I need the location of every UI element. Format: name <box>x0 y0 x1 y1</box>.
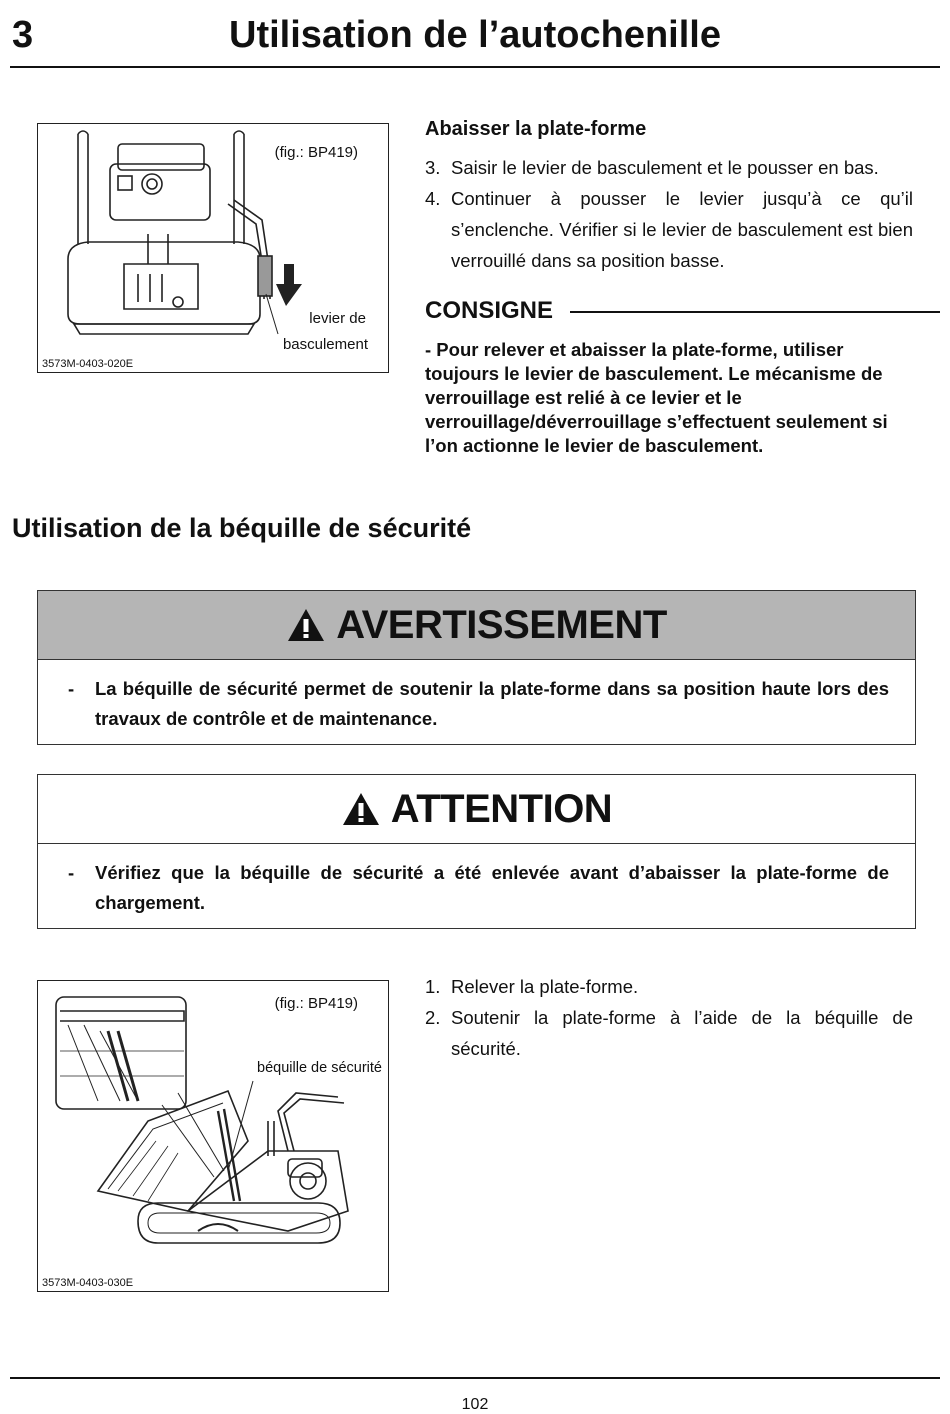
warning-body <box>38 660 915 742</box>
figure-label-line2: basculement <box>282 336 368 353</box>
figure-safety-prop <box>37 980 389 1292</box>
list-item: 2. Soutenir la plate-forme à l’aide de la béquille de sécurité. <box>425 1007 913 1059</box>
consigne-rule <box>570 311 940 313</box>
figure-label <box>238 306 368 358</box>
list-item: 4. Continuer à pousser le levier jusqu’à ce qu’il s’enclenche. Vérifier si le levier de basculement est bien verrouillé dans sa position basse. <box>425 188 913 271</box>
figure-ref: (fig.: BP419) <box>274 144 358 161</box>
warning-text: La béquille de sécurité permet de soutenir la plate-forme dans sa position haute lors des travaux de contrôle et de maintenance. <box>95 678 889 729</box>
header-rule <box>10 66 940 68</box>
chapter-number: 3 <box>12 14 34 56</box>
subheading-lower-platform: Abaisser la plate-forme <box>425 118 647 140</box>
bullet-dash: - <box>68 678 75 699</box>
list-item: 3. Saisir le levier de basculement et le pousser en bas. <box>425 157 879 178</box>
steps-safety-prop <box>425 971 913 1064</box>
warning-header <box>38 591 915 660</box>
caution-header <box>38 775 915 844</box>
list-item: 1. Relever la plate-forme. <box>425 976 639 997</box>
consigne-heading: CONSIGNE <box>425 297 554 324</box>
warning-title: AVERTISSEMENT <box>336 602 667 647</box>
caution-box <box>37 774 916 929</box>
warning-triangle-icon <box>341 791 381 827</box>
machine-side-illustration <box>38 981 388 1291</box>
bullet-dash: - <box>68 862 75 883</box>
figure-ref: (fig.: BP419) <box>274 995 358 1012</box>
warning-triangle-icon <box>286 607 326 643</box>
steps-lower-platform <box>425 152 913 276</box>
figure-label: béquille de sécurité <box>257 1060 382 1076</box>
chapter-title: Utilisation de l’autochenille <box>229 14 721 56</box>
figure-tipping-lever <box>37 123 389 373</box>
figure-code: 3573M-0403-020E <box>42 358 134 370</box>
figure-label-line1: levier de <box>309 310 366 327</box>
warning-box <box>37 590 916 745</box>
caution-text: Vérifiez que la béquille de sécurité a été enlevée avant d’abaisser la plate-forme de chargement. <box>95 862 889 913</box>
section-title: Utilisation de la béquille de sécurité <box>12 513 472 543</box>
footer-rule <box>10 1377 940 1379</box>
page-number: 102 <box>461 1396 489 1413</box>
caution-title: ATTENTION <box>390 786 613 831</box>
consigne-text: - Pour relever et abaisser la plate-forme, utiliser toujours le levier de basculement. Le mécanisme de verrouillage est relié à ce levier et le verrouillage/déverrouillage s’effectuent seulement si l’on actionne le levier de basculement. <box>425 339 888 456</box>
caution-body <box>38 844 915 926</box>
figure-code: 3573M-0403-030E <box>42 1277 134 1289</box>
